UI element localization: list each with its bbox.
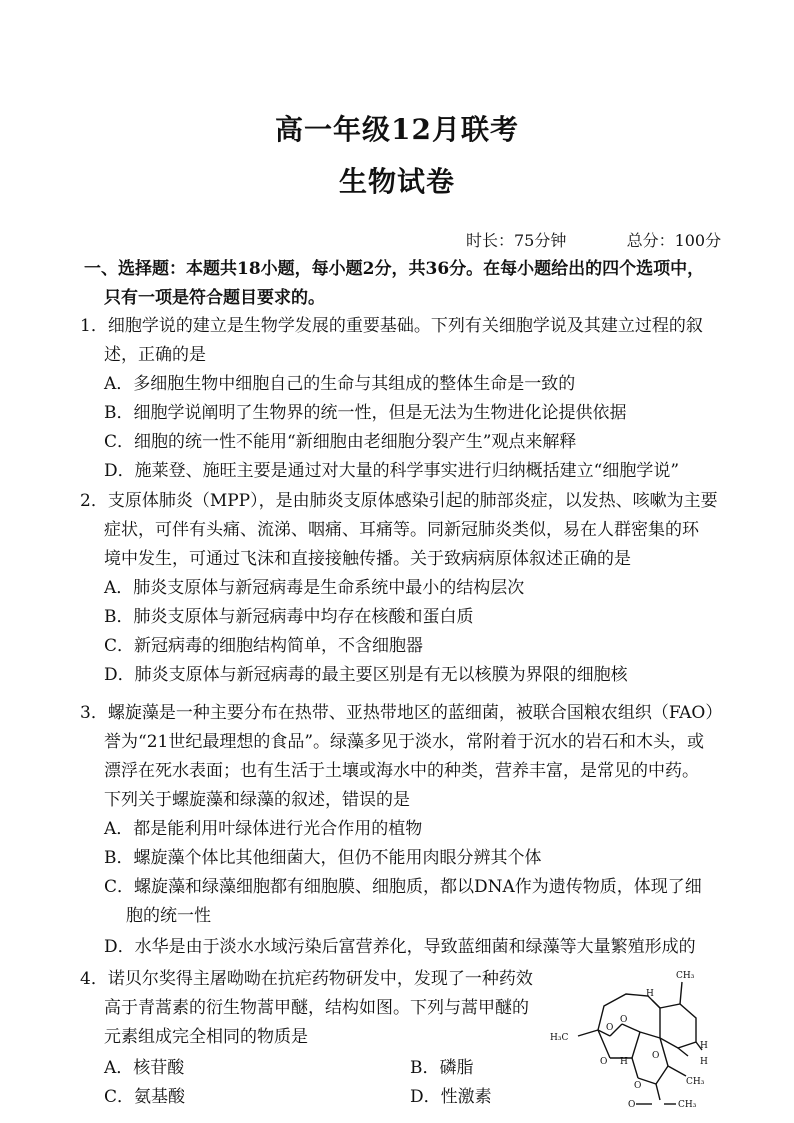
question-1-option-d: D．施莱登、施旺主要是通过对大量的科学事实进行归纳概括建立“细胞学说” <box>104 461 680 481</box>
exam-meta <box>466 228 721 251</box>
question-3-option-a: A．都是能利用叶绿体进行光合作用的植物 <box>104 819 423 839</box>
question-1-stem-cont: 述，正确的是 <box>104 345 206 365</box>
figure-label-o-1: O <box>606 1023 614 1033</box>
section-heading-cont: 只有一项是符合题目要求的。 <box>104 288 325 308</box>
question-2-stem: 2．支原体肺炎（MPP），是由肺炎支原体感染引起的肺部炎症，以发热、咳嗽为主要 <box>80 491 718 511</box>
question-2-stem-cont: 症状，可伴有头痛、流涕、咽痛、耳痛等。同新冠肺炎类似，易在人群密集的环 <box>104 520 699 540</box>
question-1-option-c: C．细胞的统一性不能用“新细胞由老细胞分裂产生”观点来解释 <box>104 432 577 452</box>
artemether-structure-figure <box>548 966 716 1116</box>
question-4-stem-cont: 高于青蒿素的衍生物蒿甲醚，结构如图。下列与蒿甲醚的 <box>104 998 529 1018</box>
figure-label-h-2: H <box>620 1057 628 1067</box>
figure-label-ch3-bottom: CH₃ <box>678 1100 697 1110</box>
figure-label-h-1: H <box>646 989 654 999</box>
figure-label-h-4: H <box>700 1057 708 1067</box>
question-2-option-b: B．肺炎支原体与新冠病毒中均存在核酸和蛋白质 <box>104 607 474 627</box>
question-4-stem: 4．诺贝尔奖得主屠呦呦在抗疟药物研发中，发现了一种药效 <box>80 969 533 989</box>
question-3-stem-cont: 漂浮在死水表面；也有生活于土壤或海水中的种类，营养丰富，是常见的中药。 <box>104 761 699 781</box>
question-3-option-d: D．水华是由于淡水水域污染后富营养化，导致蓝细菌和绿藻等大量繁殖形成的 <box>104 937 696 957</box>
question-4-stem-cont: 元素组成完全相同的物质是 <box>104 1027 308 1047</box>
exam-subtitle: 生物试卷 <box>338 165 455 198</box>
section-heading: 一、选择题：本题共18小题，每小题2分，共36分。在每小题给出的四个选项中， <box>84 259 705 279</box>
figure-label-o-6: O <box>628 1100 636 1110</box>
question-3-stem: 3．螺旋藻是一种主要分布在热带、亚热带地区的蓝细菌，被联合国粮农组织（FAO） <box>80 703 723 723</box>
figure-label-o-2: O <box>620 1015 628 1025</box>
question-2-option-d: D．肺炎支原体与新冠病毒的最主要区别是有无以核膜为界限的细胞核 <box>104 665 628 685</box>
figure-label-ch3-right: CH₃ <box>686 1077 705 1087</box>
exam-title: 高一年级12月联考 <box>275 113 519 146</box>
question-3-option-c-cont: 胞的统一性 <box>126 906 211 926</box>
question-4-option-b: B．磷脂 <box>410 1058 474 1078</box>
figure-label-o-3: O <box>600 1057 608 1067</box>
question-2-option-a: A．肺炎支原体与新冠病毒是生命系统中最小的结构层次 <box>104 578 525 598</box>
question-3-option-b: B．螺旋藻个体比其他细菌大，但仍不能用肉眼分辨其个体 <box>104 848 542 868</box>
question-1-option-b: B．细胞学说阐明了生物界的统一性，但是无法为生物进化论提供依据 <box>104 403 627 423</box>
question-3-option-c: C．螺旋藻和绿藻细胞都有细胞膜、细胞质，都以DNA作为遗传物质，体现了细 <box>104 877 702 897</box>
question-4-option-d: D．性激素 <box>410 1087 492 1107</box>
question-3-stem-cont: 下列关于螺旋藻和绿藻的叙述，错误的是 <box>104 790 410 810</box>
question-4-option-a: A．核苷酸 <box>104 1058 185 1078</box>
question-1-stem: 1．细胞学说的建立是生物学发展的重要基础。下列有关细胞学说及其建立过程的叙 <box>80 316 703 336</box>
question-3-stem-cont: 誉为“21世纪最理想的食品”。绿藻多见于淡水，常附着于沉水的岩石和木头，或 <box>104 732 705 752</box>
figure-label-h-3: H <box>700 1041 708 1051</box>
question-1-option-a: A．多细胞生物中细胞自己的生命与其组成的整体生命是一致的 <box>104 374 576 394</box>
question-2-option-c: C．新冠病毒的细胞结构简单，不含细胞器 <box>104 636 424 656</box>
artemether-structure-svg <box>548 966 716 1116</box>
question-4-option-c: C．氨基酸 <box>104 1087 186 1107</box>
figure-label-o-4: O <box>634 1081 642 1091</box>
figure-label-ch3-top: CH₃ <box>676 971 695 981</box>
figure-label-o-5: O <box>652 1051 660 1061</box>
figure-label-h3c: H₃C <box>550 1033 569 1043</box>
duration-text: 时长：75分钟 <box>466 231 567 250</box>
question-2-stem-cont: 境中发生，可通过飞沫和直接接触传播。关于致病病原体叙述正确的是 <box>104 549 631 569</box>
total-score-text: 总分：100分 <box>626 231 722 250</box>
